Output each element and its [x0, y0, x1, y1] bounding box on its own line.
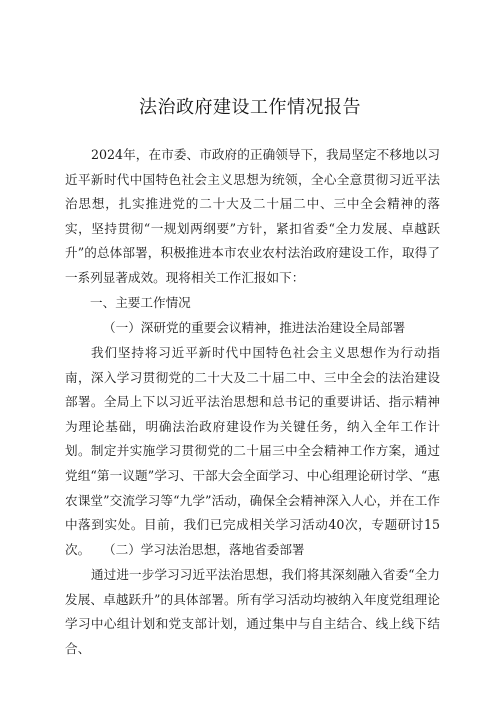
subsection-2-paragraph: 通过进一步学习习近平法治思想，我们将其深刻融入省委“全力发展、卓越跃升”的具体部署。所有学习活动均被纳入年度党组理论学习中心组计划和党支部计划，通过集中与自主结合、线上线下结合、: [65, 567, 440, 656]
subsection-heading-1: （一）深研党的重要会议精神，推进法治建设全局部署: [103, 320, 406, 335]
subsection-heading-2: （二）学习法治思想，落地省委部署: [103, 542, 305, 557]
subsection-1-paragraph: 我们坚持将习近平新时代中国特色社会主义思想作为行动指南，深入学习贯彻党的二十大及二十届二中、三中全会的法治建设部署。全局上下以习近平法治思想和总书记的重要讲话、指示精神为理论基础，明确法治政府建设作为关键任务，纳入全年工作计划。制定并实施学习贯彻党的二十届三中全会精神工作方案，通过党组“第一议题”学习、干部大会全面学习、中心组理论研讨学、“惠农课堂”交流学习等“九学”活动，确保全会精神深入人心，并在工作中落到实处。目前，我们已完成相关学习活动40次，专题研讨15次。: [65, 345, 440, 557]
section-heading-main-work: 一、主要工作情况: [90, 295, 191, 310]
intro-paragraph: 2024年，在市委、市政府的正确领导下，我局坚定不移地以习近平新时代中国特色社会主义思想为统领，全心全意贯彻习近平法治思想，扎实推进党的二十大及二十届二中、三中全会精神的落实，坚持贯彻“一规划两纲要”方针，紧扣省委“全力发展、卓越跃升”的总体部署，积极推进本市农业农村法治政府建设工作，取得了一系列显著成效。现将相关工作汇报如下：: [65, 147, 440, 285]
document-title: 法治政府建设工作情况报告: [139, 97, 361, 118]
